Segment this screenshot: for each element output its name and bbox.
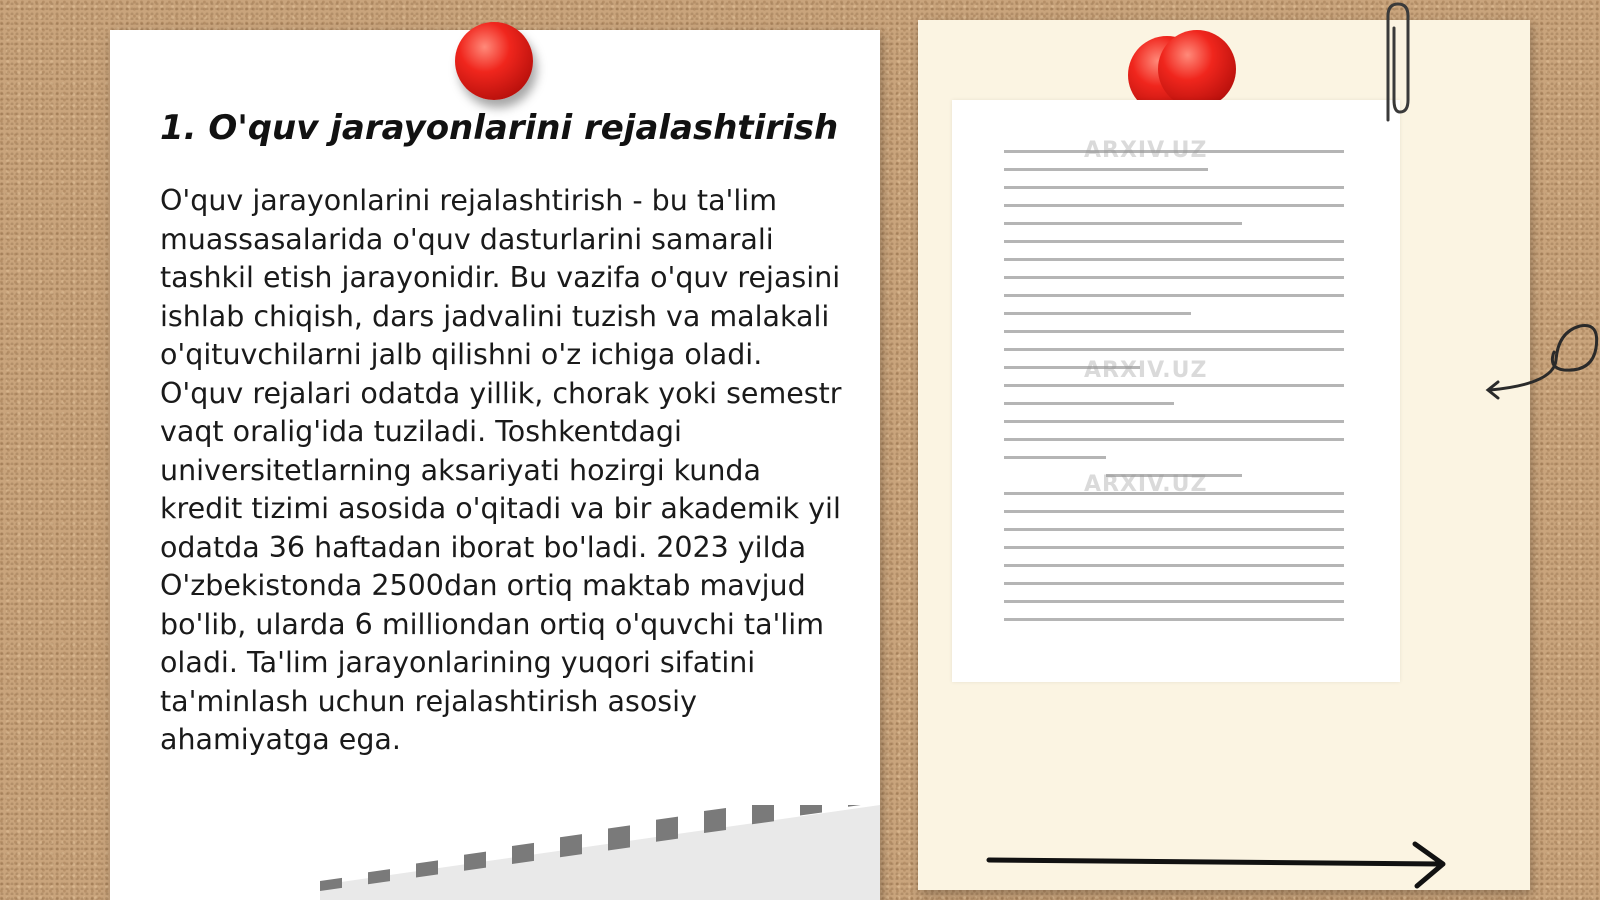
paper-clip-icon bbox=[1376, 0, 1416, 122]
document-preview bbox=[952, 100, 1400, 682]
watermark: ARXIV.UZ bbox=[1084, 472, 1208, 497]
push-pin-icon bbox=[455, 22, 533, 100]
torn-paper-edge-icon bbox=[320, 805, 880, 900]
note-body-text: O'quv jarayonlarini rejalashtirish - bu ta'lim muassasalarida o'quv dasturlarini samarali tashkil etish jarayonidir. Bu vazifa o'quv rejasini ishlab chiqish, dars jadvalini tuzish va malakali o'qituvchilarni jalb qilishni o'z ichiga oladi. O'quv rejalari odatda yillik, chorak yoki semestr vaqt oralig'ida tuziladi. Toshkentdagi universitetlarning aksariyati hozirgi kunda kredit tizimi asosida o'qitadi va bir akademik yil odatda 36 haftadan iborat bo'ladi. 2023 yilda O'zbekistonda 2500dan ortiq maktab mavjud bo'lib, ularda 6 milliondan ortiq o'quvchi ta'lim oladi. Ta'lim jarayonlarining yuqori sifatini ta'minlash uchun rejalashtirish asosiy ahamiyatga ega. bbox=[160, 184, 842, 756]
document-preview-text-lines bbox=[1004, 150, 1344, 636]
watermark: ARXIV.UZ bbox=[1084, 138, 1208, 163]
watermark: ARXIV.UZ bbox=[1084, 358, 1208, 383]
push-pin-icon bbox=[1128, 30, 1248, 100]
note-title: 1. O'quv jarayonlarini rejalashtirish bbox=[160, 108, 839, 148]
note-paper bbox=[110, 30, 880, 900]
arrow-right-icon bbox=[985, 840, 1455, 890]
curved-arrow-icon bbox=[1484, 312, 1600, 408]
